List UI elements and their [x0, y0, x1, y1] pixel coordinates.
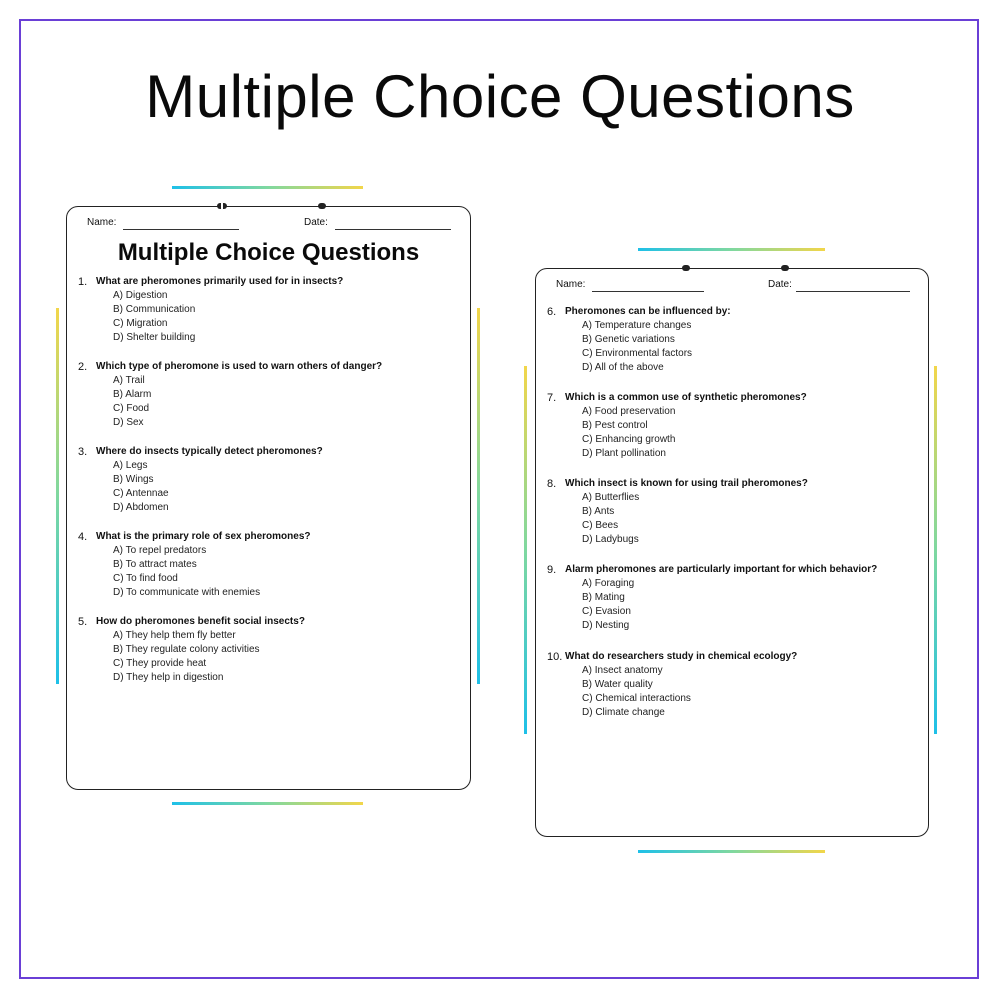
question-number: 3.: [78, 446, 88, 458]
answer-option[interactable]: A) Food preservation: [582, 406, 676, 417]
name-field[interactable]: [592, 291, 704, 292]
name-label: Name:: [87, 217, 117, 228]
question-number: 7.: [547, 392, 557, 404]
page-title: Multiple Choice Questions: [145, 63, 855, 130]
answer-option[interactable]: D) They help in digestion: [113, 672, 224, 683]
worksheet-header: [556, 279, 908, 295]
name-field[interactable]: [123, 229, 239, 230]
question-number: 5.: [78, 616, 88, 628]
answer-option[interactable]: D) Nesting: [582, 620, 630, 631]
question-number: 10.: [547, 651, 563, 663]
binder-clip-icon: [781, 265, 789, 271]
answer-option[interactable]: C) Bees: [582, 520, 619, 531]
worksheet-title: Multiple Choice Questions: [117, 239, 420, 266]
answer-option[interactable]: B) To attract mates: [113, 559, 197, 570]
answer-option[interactable]: C) Chemical interactions: [582, 693, 691, 704]
name-label: Name:: [556, 279, 586, 290]
answer-option[interactable]: D) Plant pollination: [582, 448, 666, 459]
answer-option[interactable]: D) Sex: [113, 417, 144, 428]
question-text: Which is a common use of synthetic pheromones?: [565, 392, 807, 403]
answer-option[interactable]: C) Migration: [113, 318, 168, 329]
question-text: Where do insects typically detect pheromones?: [96, 446, 323, 457]
answer-option[interactable]: C) Evasion: [582, 606, 631, 617]
answer-option[interactable]: B) Pest control: [582, 420, 648, 431]
question-number: 1.: [78, 276, 88, 288]
question-text: Which insect is known for using trail pheromones?: [565, 478, 808, 489]
answer-option[interactable]: A) Foraging: [582, 578, 635, 589]
accent-line-right-2: [934, 366, 937, 734]
answer-option[interactable]: A) Legs: [113, 460, 148, 471]
accent-line-left-1: [56, 308, 59, 684]
answer-option[interactable]: C) Antennae: [113, 488, 169, 499]
answer-option[interactable]: A) They help them fly better: [113, 630, 236, 641]
question-text: What do researchers study in chemical ecology?: [565, 651, 798, 662]
date-label: Date:: [304, 217, 328, 228]
question-text: Pheromones can be influenced by:: [565, 306, 731, 317]
accent-line-top-2: [638, 248, 825, 251]
date-field[interactable]: [335, 229, 451, 230]
accent-line-left-2: [524, 366, 527, 734]
answer-option[interactable]: D) All of the above: [582, 362, 664, 373]
answer-option[interactable]: B) They regulate colony activities: [113, 644, 260, 655]
question-number: 8.: [547, 478, 557, 490]
answer-option[interactable]: C) To find food: [113, 573, 178, 584]
worksheet-page-2: [535, 268, 929, 837]
binder-clip-icon: [318, 203, 326, 209]
answer-option[interactable]: D) To communicate with enemies: [113, 587, 261, 598]
worksheet-page-1: [66, 206, 471, 790]
answer-option[interactable]: C) Food: [113, 403, 150, 414]
question-text: Alarm pheromones are particularly important for which behavior?: [565, 564, 878, 575]
answer-option[interactable]: A) Butterflies: [582, 492, 640, 503]
answer-option[interactable]: D) Climate change: [582, 707, 665, 718]
answer-option[interactable]: C) Environmental factors: [582, 348, 693, 359]
binder-clip-icon: [682, 265, 690, 271]
question-text: Which type of pheromone is used to warn others of danger?: [96, 361, 383, 372]
accent-line-bottom-2: [638, 850, 825, 853]
answer-option[interactable]: A) To repel predators: [113, 545, 207, 556]
answer-option[interactable]: A) Temperature changes: [582, 320, 692, 331]
answer-option[interactable]: B) Ants: [582, 506, 615, 517]
answer-option[interactable]: D) Ladybugs: [582, 534, 639, 545]
question-number: 6.: [547, 306, 557, 318]
accent-line-top-1: [172, 186, 363, 189]
question-text: What is the primary role of sex pheromones?: [96, 531, 311, 542]
question-number: 2.: [78, 361, 88, 373]
answer-option[interactable]: B) Genetic variations: [582, 334, 675, 345]
answer-option[interactable]: D) Abdomen: [113, 502, 169, 513]
answer-option[interactable]: D) Shelter building: [113, 332, 196, 343]
answer-option[interactable]: A) Trail: [113, 375, 145, 386]
answer-option[interactable]: B) Wings: [113, 474, 154, 485]
question-number: 9.: [547, 564, 557, 576]
answer-option[interactable]: A) Digestion: [113, 290, 168, 301]
answer-option[interactable]: C) Enhancing growth: [582, 434, 676, 445]
date-label: Date:: [768, 279, 792, 290]
answer-option[interactable]: C) They provide heat: [113, 658, 207, 669]
question-text: What are pheromones primarily used for in insects?: [96, 276, 344, 287]
date-field[interactable]: [796, 291, 910, 292]
worksheet-header: [87, 217, 450, 233]
binder-clip-icon: [217, 203, 227, 209]
question-text: How do pheromones benefit social insects?: [96, 616, 305, 627]
answer-option[interactable]: B) Alarm: [113, 389, 152, 400]
answer-option[interactable]: B) Mating: [582, 592, 625, 603]
accent-line-bottom-1: [172, 802, 363, 805]
answer-option[interactable]: B) Water quality: [582, 679, 653, 690]
accent-line-right-1: [477, 308, 480, 684]
answer-option[interactable]: B) Communication: [113, 304, 196, 315]
question-number: 4.: [78, 531, 88, 543]
answer-option[interactable]: A) Insect anatomy: [582, 665, 663, 676]
